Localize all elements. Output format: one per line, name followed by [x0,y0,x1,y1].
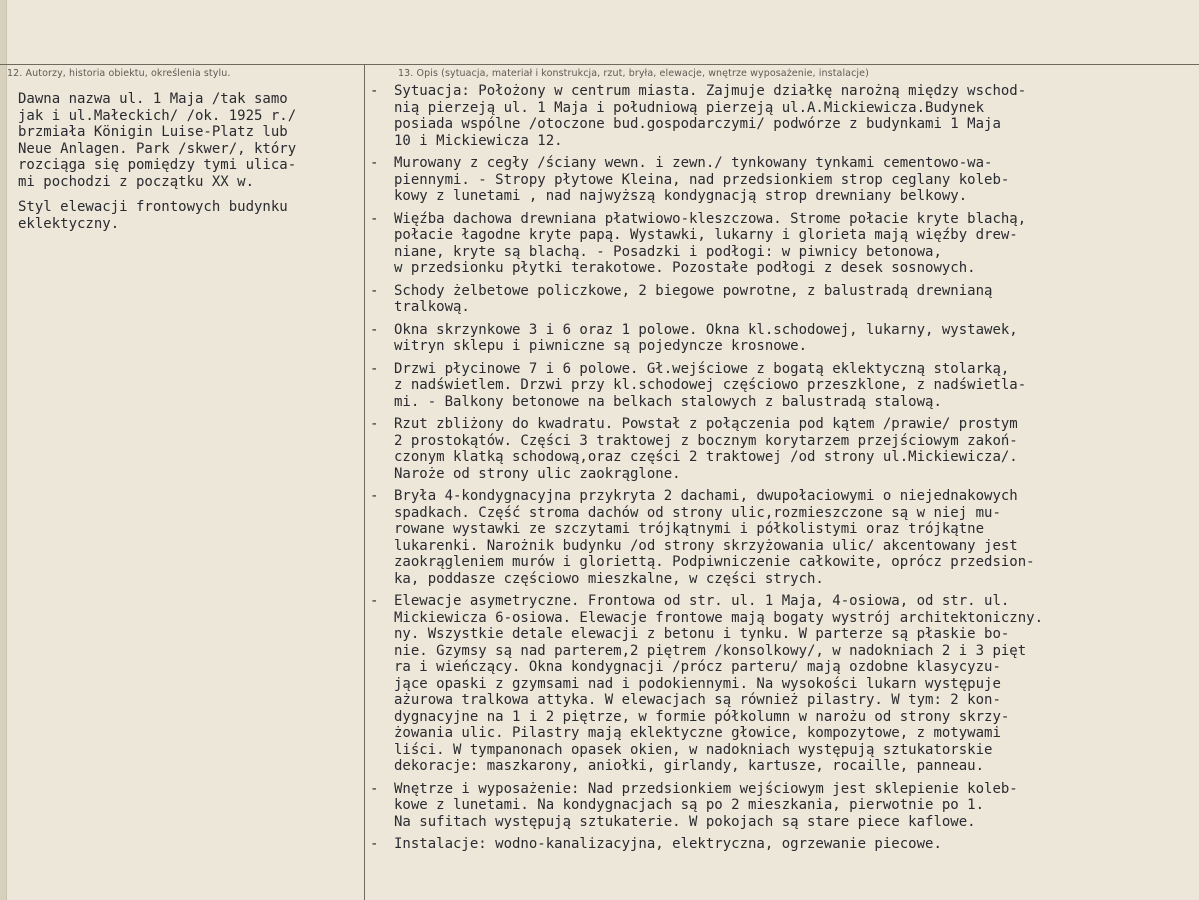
dash-bullet: - [370,836,379,852]
doors-text: Drzwi płycinowe 7 i 6 polowe. Gł.wejściowe z bogatą eklektyczną stolarką, z nadświetlem. Drzwi przy kl.schodowej częściowo przeszklone, z nadświetla- mi. - Balkony betonowe na belkach stalowych z balustradą stalową. [394,360,1027,410]
dash-bullet: - [370,780,379,797]
list-item [370,283,1190,316]
list-item [370,781,1190,831]
construction-text: Murowany z cegły /ściany wewn. i zewn./ tynkowany tynkami cementowo-wa- piennymi. - Stropy płytowe Kleina, nad przedsionkiem strop ceglany koleb- kowy z lunetami , nad najwyższą kondygnacją strop drewniany belkowy. [394,155,1010,204]
column-divider [364,64,365,900]
plan-text: Rzut zbliżony do kwadratu. Powstał z połączenia pod kątem /prawie/ prostym 2 prostokątów. Części 3 traktowej z bocznym korytarzem przejściowym zakoń- czonym klatką schodową,oraz części 2 traktowej /od strony ul.Mickiewicza/. Naroże od strony ulic zaokrąglone. [394,416,1018,482]
list-item [370,593,1190,775]
interior-text: Wnętrze i wyposażenie: Nad przedsionkiem wejściowym jest sklepienie koleb- kowe z lunetami. Na kondygnacjach są po 2 mieszkania, pierwotnie po 1. Na sufitach występują sztukaterie. W pokojach są stare piece kaflowe. [394,780,1018,830]
list-item [370,361,1190,411]
page-edge [0,0,7,900]
dash-bullet: - [370,210,379,227]
dash-bullet: - [370,488,379,504]
header-rule [0,64,1199,65]
list-item [370,416,1190,482]
list-item [370,836,1190,853]
dash-bullet: - [370,155,379,171]
list-item [370,83,1190,149]
description-list [370,83,1190,859]
massing-text: Bryła 4-kondygnacyjna przykryta 2 dachami, dwupołaciowymi o niejednakowych spadkach. Część stroma dachów od strony ulic,rozmieszczone są w niej mu- rowane wystawki ze szczytami trójkątnymi i półkolistymi oraz trójkątne lukarenki. Narożnik budynku /od strony skrzyżowania ulic/ akcentowany jest zaokrągleniem murów i gloriettą. Podpiwniczenie całkowite, oprócz przedsion- ka, poddasze częściowo mieszkalne, w części strych. [394,488,1035,587]
installations-text: Instalacje: wodno-kanalizacyjna, elektryczna, ogrzewanie piecowe. [394,836,942,852]
history-paragraph: Dawna nazwa ul. 1 Maja /tak samo jak i ul.Małeckich/ /ok. 1925 r./ brzmiała Königin Luise-Platz lub Neue Anlagen. Park /skwer/, który rozciąga się pomiędzy tymi ulica- mi pochodzi z początku XX w. [18,91,297,190]
left-column-header: 12. Autorzy, historia obiektu, określenia stylu. [7,68,231,79]
situation-text: Sytuacja: Położony w centrum miasta. Zajmuje działkę narożną między wschod- nią pierzeją ul. 1 Maja i południową pierzeją ul.A.Mickiewicza.Budynek posiada wspólne /otoczone bud.gospodarczymi/ podwórze z budynkami 1 Maja 10 i Mickiewicza 12. [394,83,1027,149]
dash-bullet: - [370,360,379,377]
elevations-text: Elewacje asymetryczne. Frontowa od str. ul. 1 Maja, 4-osiowa, od str. ul. Mickiewicza 6-osiowa. Elewacje frontowe mają bogaty wystrój architektoniczny. ny. Wszystkie detale elewacji z betonu i tynku. W parterze są płaskie bo- nie. Gzymsy są nad parterem,2 piętrem /konsolkowy/, w nadokniach 2 i 3 pięt ra i wieńczący. Okna kondygnacji /prócz parteru/ mają ozdobne klasycyzu- jące opaski z gzymsami nad i podokiennymi. Na wysokości lukarn występuje ażurowa tralkowa attyka. W elewacjach są również pilastry. W tym: 2 kon- dygnacyjne na 1 i 2 piętrze, w formie półkolumn w narożu od strony skrzy- żowania ulic. Pilastry mają eklektyczne głowice, kompozytowe, z motywami liści. W tympanonach opasek okien, w nadokniach występują sztukatorskie dekoracje: maszkarony, aniołki, girlandy, kartusze, rocaille, panneau. [394,593,1044,774]
list-item [370,322,1190,355]
dash-bullet: - [370,83,379,99]
roof-text: Więźba dachowa drewniana płatwiowo-kleszczowa. Strome połacie kryte blachą, połacie łagodne kryte papą. Wystawki, lukarny i glorieta mają więźby drew- niane, kryte są blachą. - Posadzki i podłogi: w piwnicy betonowa, w przedsionku płytki terakotowe. Pozostałe podłogi z desek sosnowych. [394,210,1027,276]
authors-history-section [18,91,358,241]
dash-bullet: - [370,282,379,299]
right-column-header: 13. Opis (sytuacja, materiał i konstrukcja, rzut, bryła, elewacje, wnętrze wyposażenie, instalacje) [398,68,869,79]
stairs-text: Schody żelbetowe policzkowe, 2 biegowe powrotne, z balustradą drewnianą tralkową. [394,282,993,315]
dash-bullet: - [370,416,379,432]
dash-bullet: - [370,321,379,338]
style-paragraph: Styl elewacji frontowych budynku eklektyczny. [18,199,288,232]
windows-text: Okna skrzynkowe 3 i 6 oraz 1 polowe. Okna kl.schodowej, lukarny, wystawek, witryn sklepu i piwniczne są pojedyncze krosnowe. [394,321,1018,354]
list-item [370,488,1190,587]
list-item [370,211,1190,277]
list-item [370,155,1190,205]
dash-bullet: - [370,593,379,609]
